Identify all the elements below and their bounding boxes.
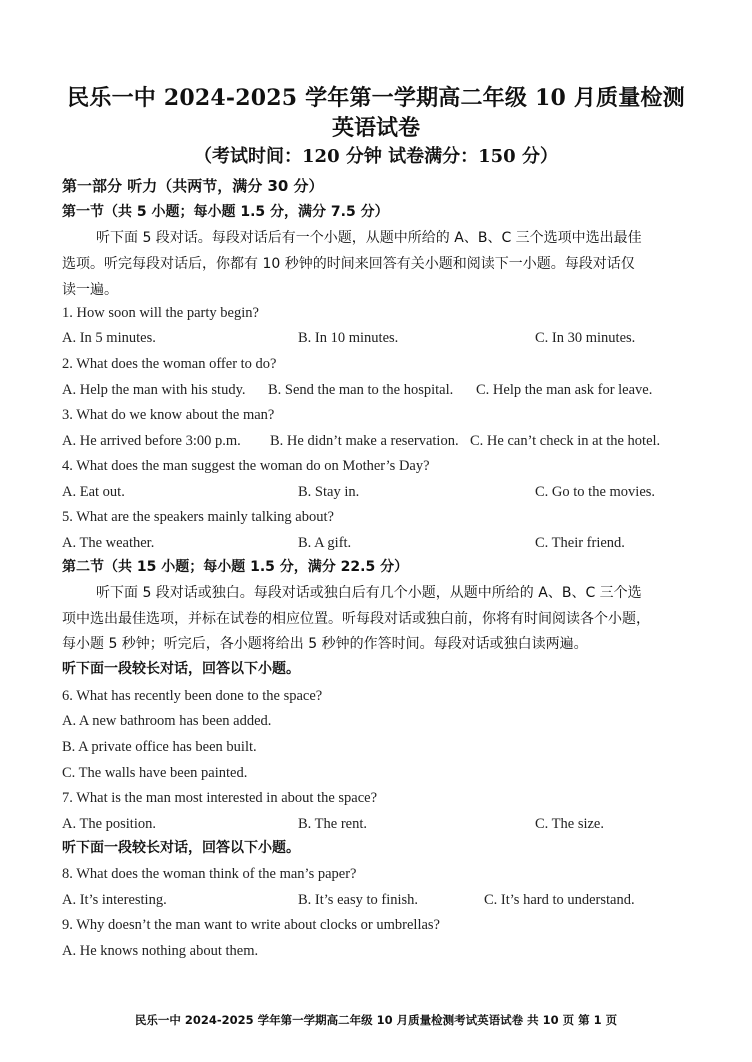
question-2-option-c: C. Help the man ask for leave. [476, 382, 653, 398]
question-1-option-b: B. In 10 minutes. [298, 330, 399, 346]
question-5-option-a: A. The weather. [62, 535, 155, 551]
question-2-option-a: A. Help the man with his study. [62, 382, 246, 398]
exam-time-and-score: （考试时间：120 分钟 试卷满分：150 分） [194, 146, 558, 167]
question-7-option-b: B. The rent. [298, 816, 367, 832]
question-4-options [62, 482, 702, 502]
question-7-option-a: A. The position. [62, 816, 156, 832]
question-3-option-a: A. He arrived before 3:00 p.m. [62, 433, 241, 449]
section2-prompt-1: 听下面一段较长对话，回答以下小题。 [62, 661, 300, 677]
question-4-option-c: C. Go to the movies. [535, 484, 656, 500]
question-4-stem: 4. What does the man suggest the woman do on Mother’s Day? [62, 458, 430, 474]
question-7-stem: 7. What is the man most interested in about the space? [62, 790, 378, 806]
question-4-option-a: A. Eat out. [62, 484, 125, 500]
question-6-option-b: B. A private office has been built. [62, 739, 257, 755]
question-9-stem: 9. Why doesn’t the man want to write about clocks or umbrellas? [62, 917, 440, 933]
question-8-options [62, 890, 702, 910]
question-3-option-c: C. He can’t check in at the hotel. [470, 433, 661, 449]
section2-prompt-2: 听下面一段较长对话，回答以下小题。 [62, 840, 300, 856]
question-7-option-c: C. The size. [535, 816, 604, 832]
question-3-options [62, 431, 702, 451]
question-3-option-b: B. He didn’t make a reservation. [270, 433, 459, 449]
section1-instruction-line1: 听下面 5 段对话。每段对话后有一个小题，从题中所给的 A、B、C 三个选项中选出最佳 [96, 230, 642, 246]
section2-heading: 第二节（共 15 小题；每小题 1.5 分，满分 22.5 分） [62, 559, 409, 575]
question-6-option-a: A. A new bathroom has been added. [62, 713, 272, 729]
question-8-option-c: C. It’s hard to understand. [484, 892, 635, 908]
question-2-stem: 2. What does the woman offer to do? [62, 356, 277, 372]
section1-heading: 第一节（共 5 小题；每小题 1.5 分，满分 7.5 分） [62, 204, 389, 220]
exam-title: 民乐一中 2024-2025 学年第一学期高二年级 10 月质量检测 [67, 85, 685, 111]
question-8-option-b: B. It’s easy to finish. [298, 892, 419, 908]
question-2-options [62, 380, 702, 400]
question-5-option-b: B. A gift. [298, 535, 352, 551]
question-7-options [62, 814, 702, 834]
question-5-option-c: C. Their friend. [535, 535, 625, 551]
question-1-option-c: C. In 30 minutes. [535, 330, 636, 346]
question-3-stem: 3. What do we know about the man? [62, 407, 275, 423]
section1-instruction-line3: 读一遍。 [62, 282, 118, 298]
section2-instruction-line2: 项中选出最佳选项，并标在试卷的相应位置。听每段对话或独白前，你将有时间阅读各个小题， [62, 611, 650, 627]
section2-instruction-line1: 听下面 5 段对话或独白。每段对话或独白后有几个小题，从题中所给的 A、B、C 三个选 [96, 585, 642, 601]
part1-heading: 第一部分 听力（共两节，满分 30 分） [62, 177, 324, 195]
page-footer: 民乐一中 2024-2025 学年第一学期高二年级 10 月质量检测考试英语试卷 共 10 页 第 1 页 [134, 1013, 618, 1027]
question-1-options [62, 328, 702, 348]
question-2-option-b: B. Send the man to the hospital. [268, 382, 454, 398]
question-4-option-b: B. Stay in. [298, 484, 360, 500]
question-6-stem: 6. What has recently been done to the space? [62, 688, 323, 704]
question-9-option-a: A. He knows nothing about them. [62, 943, 259, 959]
section1-instruction-line2: 选项。听完每段对话后，你都有 10 秒钟的时间来回答有关小题和阅读下一小题。每段对话仅 [62, 256, 635, 272]
exam-subject-title: 英语试卷 [331, 115, 420, 141]
question-8-option-a: A. It’s interesting. [62, 892, 167, 908]
question-5-options [62, 533, 702, 553]
question-5-stem: 5. What are the speakers mainly talking about? [62, 509, 334, 525]
question-6-option-c: C. The walls have been painted. [62, 765, 248, 781]
question-8-stem: 8. What does the woman think of the man’s paper? [62, 866, 357, 882]
question-1-option-a: A. In 5 minutes. [62, 330, 156, 346]
section2-instruction-line3: 每小题 5 秒钟；听完后，各小题将给出 5 秒钟的作答时间。每段对话或独白读两遍。 [62, 636, 588, 652]
question-1-stem: 1. How soon will the party begin? [62, 305, 259, 321]
